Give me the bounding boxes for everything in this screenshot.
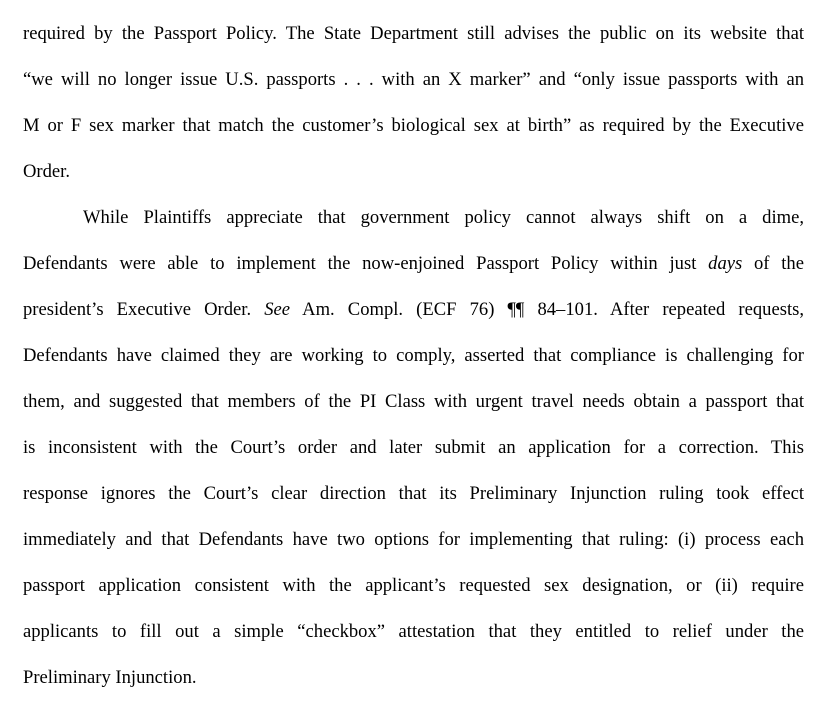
text-line-2 (23, 57, 804, 103)
text-segment: Order. (23, 161, 70, 182)
text-line-3 (23, 103, 804, 149)
text-segment: is inconsistent with the Court’s order and later submit an application for a correction. This (23, 437, 804, 458)
text-segment: passport application consistent with the applicant’s requested sex designation, or (ii) require (23, 575, 804, 596)
text-segment: applicants to fill out a simple “checkbox” attestation that they entitled to relief under the (23, 621, 804, 642)
text-line-7 (23, 287, 804, 333)
text-line-4 (23, 149, 804, 195)
text-segment: president’s Executive Order. (23, 299, 265, 320)
text-line-15 (23, 655, 804, 701)
text-segment: Defendants were able to implement the now-enjoined Passport Policy within just (23, 253, 709, 274)
text-line-1 (23, 11, 804, 57)
text-segment: immediately and that Defendants have two options for implementing that ruling: (i) process each (23, 529, 804, 550)
paragraph-start-line (23, 195, 804, 241)
text-segment: of the (742, 253, 804, 274)
citation-signal: See (264, 299, 291, 320)
text-line-9 (23, 379, 804, 425)
text-segment: M or F sex marker that match the customer’s biological sex at birth” as required by the Executive (23, 115, 804, 136)
text-segment: Am. Compl. (ECF 76) ¶¶ 84–101. After repeated requests, (290, 299, 804, 320)
text-segment: While Plaintiffs appreciate that government policy cannot always shift on a dime, (83, 207, 804, 228)
text-segment: response ignores the Court’s clear direction that its Preliminary Injunction ruling took effect (23, 483, 804, 504)
text-segment: “we will no longer issue U.S. passports . . . with an X marker” and “only issue passports with an (23, 69, 804, 90)
text-segment: them, and suggested that members of the PI Class with urgent travel needs obtain a passport that (23, 391, 804, 412)
text-segment: required by the Passport Policy. The State Department still advises the public on its website that (23, 23, 804, 44)
text-line-6 (23, 241, 804, 287)
text-line-10 (23, 425, 804, 471)
text-line-11 (23, 471, 804, 517)
document-body (23, 0, 804, 690)
text-line-14 (23, 609, 804, 655)
text-segment: Defendants have claimed they are working to comply, asserted that compliance is challenging for (23, 345, 804, 366)
emphasis-text: days (708, 253, 743, 274)
text-segment: Preliminary Injunction. (23, 667, 197, 688)
text-line-13 (23, 563, 804, 609)
text-line-8 (23, 333, 804, 379)
text-line-12 (23, 517, 804, 563)
